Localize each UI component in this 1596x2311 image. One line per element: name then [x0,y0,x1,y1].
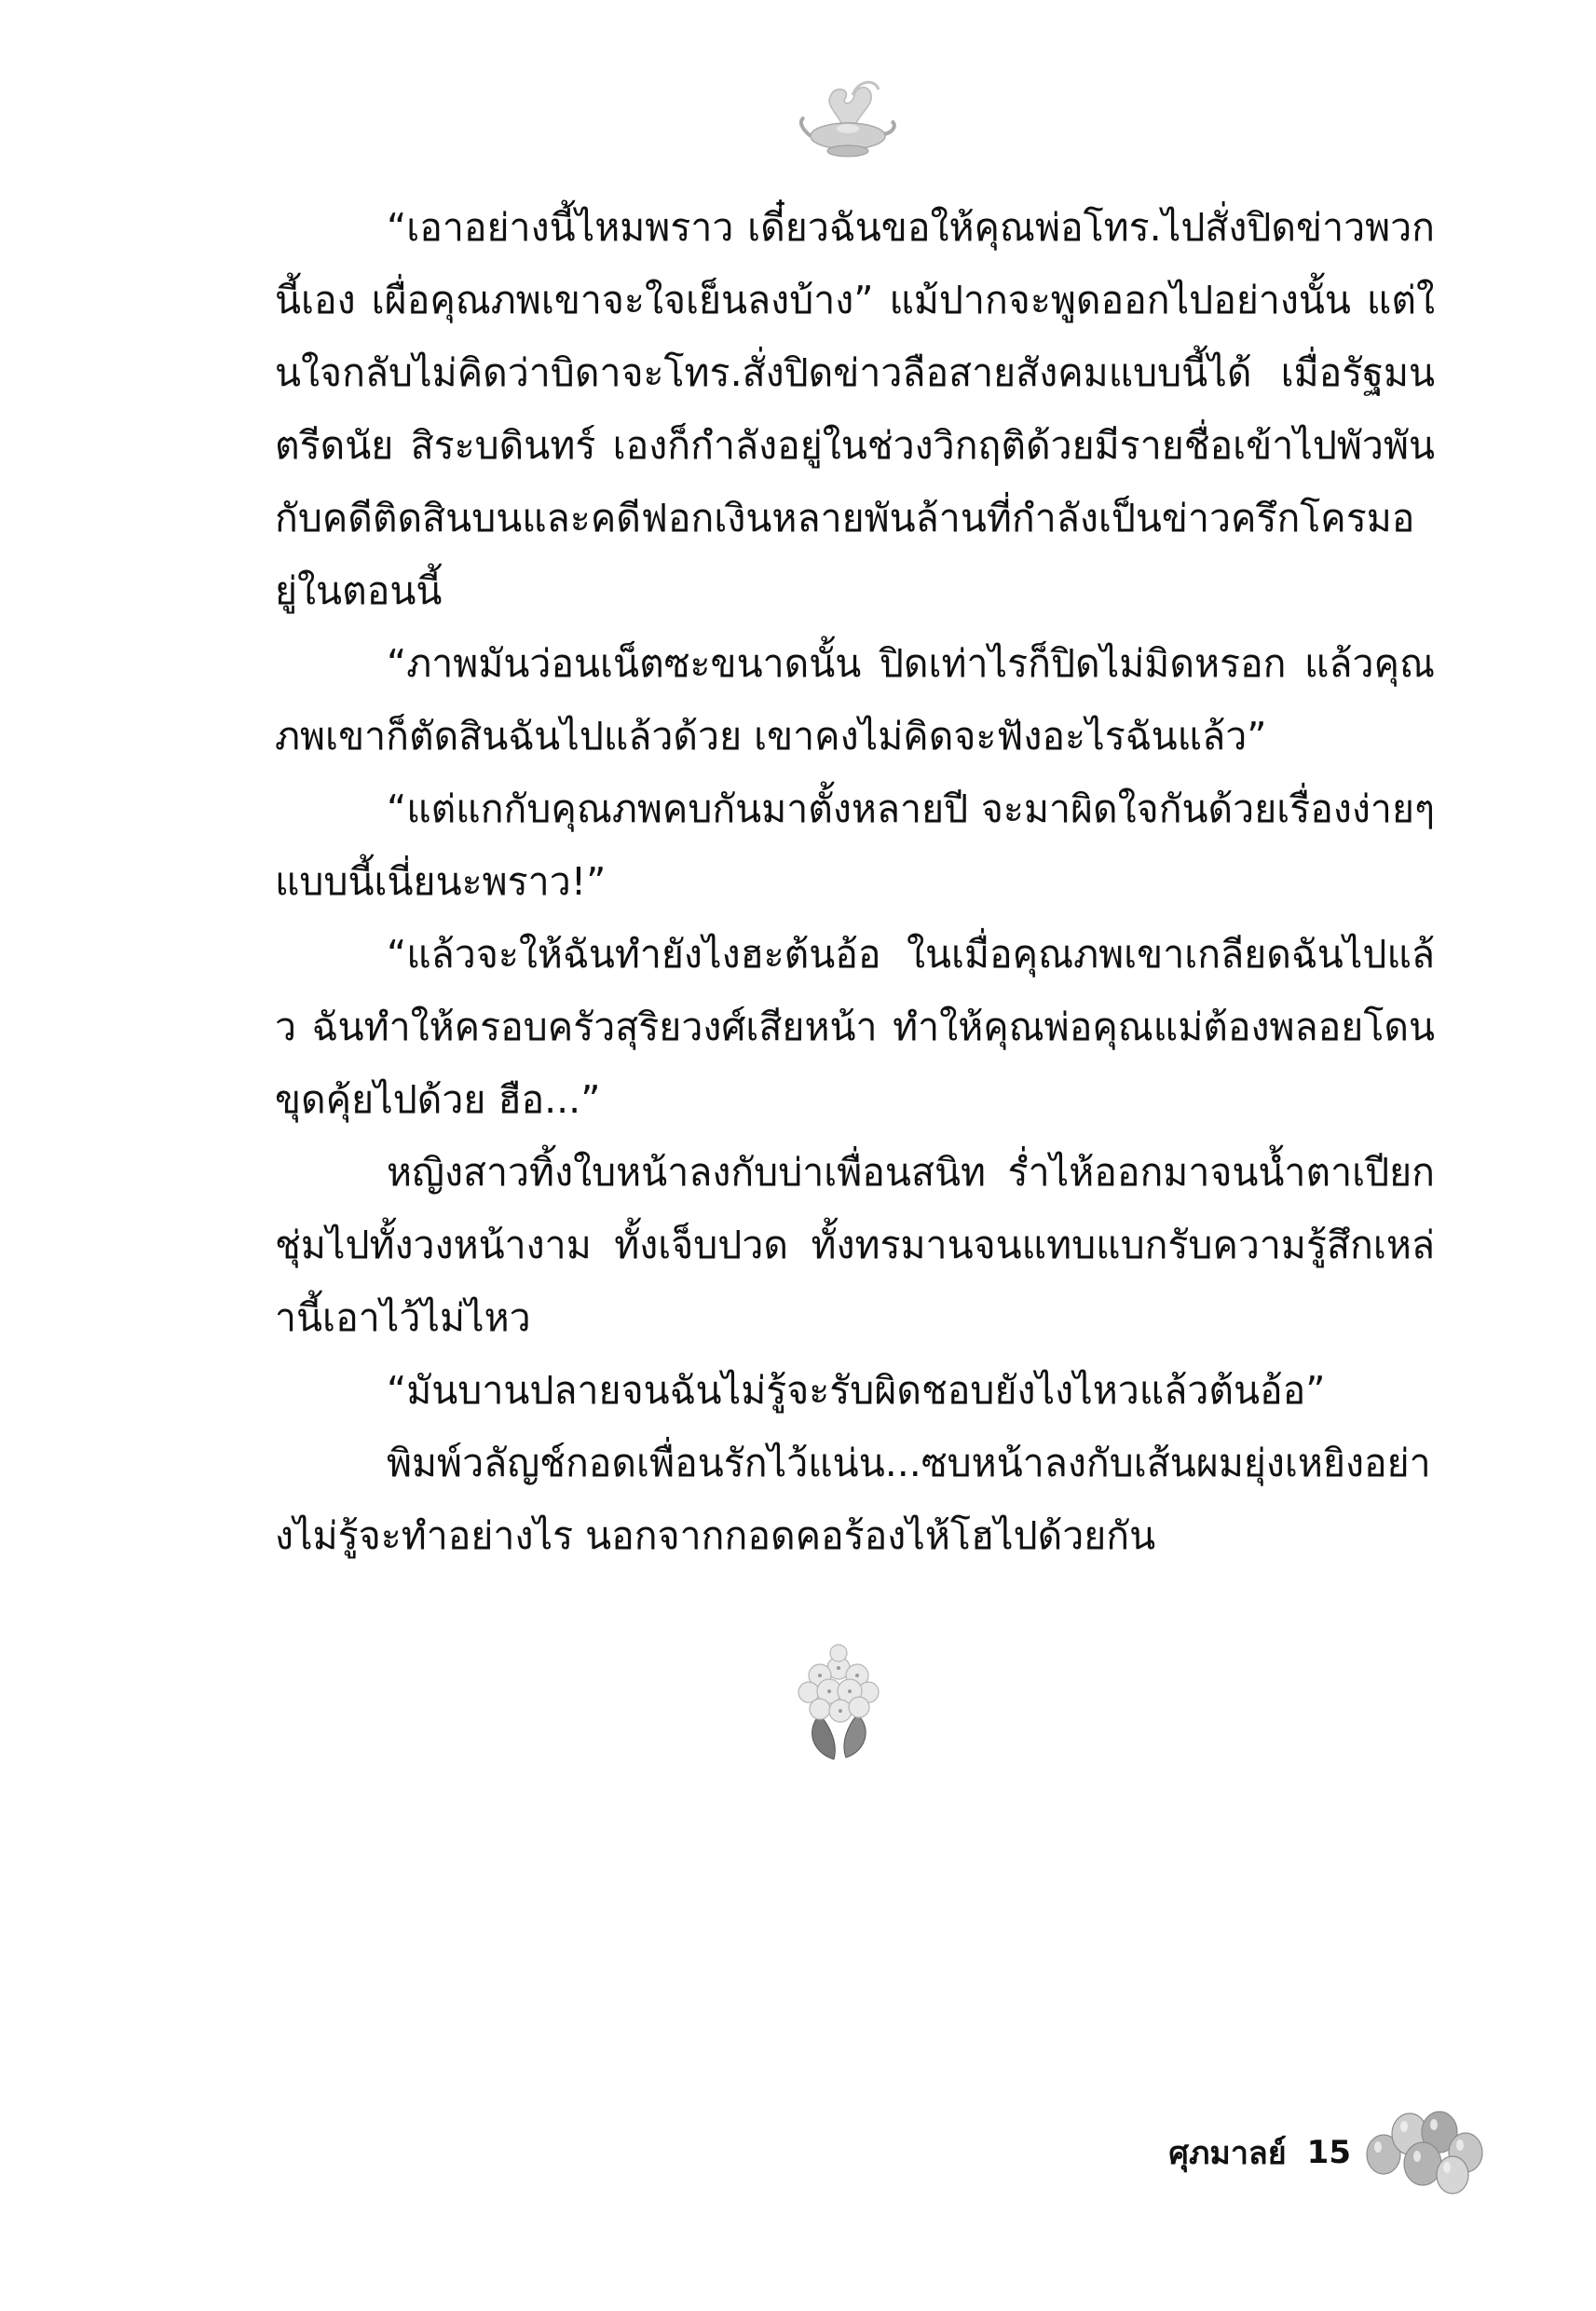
paragraph: “ภาพมันว่อนเน็ตซะขนาดนั้น ปิดเท่าไรก็ปิดไม่มิดหรอก แล้วคุณภพเขาก็ตัดสินฉันไปแล้วด้วย เขาคงไม่คิดจะฟังอะไรฉันแล้ว” [275,641,1435,759]
magic-lamp-icon [797,67,899,170]
page-number: 15 [1306,2134,1351,2171]
book-title: ศุภมาลย์ [1168,2135,1287,2172]
paragraph: หญิงสาวทิ้งใบหน้าลงกับบ่าเพื่อนสนิท ร่ำไห้ออกมาจนน้ำตาเปียกชุ่มไปทั้งวงหน้างาม ทั้งเจ็บปวด ทั้งทรมานจนแทบแบกรับความรู้สึกเหล่านี้เอาไว้ไม่ไหว [275,1150,1435,1340]
paragraph: พิมพ์วลัญช์กอดเพื่อนรักไว้แน่น...ซบหน้าลงกับเส้นผมยุ่งเหยิงอย่างไม่รู้จะทำอย่างไร นอกจากกอดคอร้องไห้โฮไปด้วยกัน [275,1441,1431,1558]
chapter-body [275,191,1435,1572]
balloons-icon [1356,2106,1495,2208]
paragraph: “แต่แกกับคุณภพคบกันมาตั้งหลายปี จะมาผิดใจกันด้วยเรื่องง่ายๆ แบบนี้เนี่ยนะพราว!” [275,786,1435,904]
paragraph: “มันบานปลายจนฉันไม่รู้จะรับผิดชอบยังไงไหวแล้วต้นอ้อ” [387,1368,1326,1413]
page-footer [1118,2125,1351,2181]
hydrangea-flower-icon [783,1640,894,1766]
paragraph: “เอาอย่างนี้ไหมพราว เดี๋ยวฉันขอให้คุณพ่อโทร.ไปสั่งปิดข่าวพวกนี้เอง เผื่อคุณภพเขาจะใจเย็นลงบ้าง” แม้ปากจะพูดออกไปอย่างนั้น แต่ในใจกลับไม่คิดว่าบิดาจะโทร.สั่งปิดข่าวลือสายสังคมแบบนี้ได้ เมื่อรัฐมนตรีดนัย สิระบดินทร์ เองก็กำลังอยู่ในช่วงวิกฤติด้วยมีรายชื่อเข้าไปพัวพันกับคดีติดสินบนและคดีฟอกเงินหลายพันล้านที่กำลังเป็นข่าวครึกโครมอยู่ในตอนนี้ [275,205,1435,613]
paragraph: “แล้วจะให้ฉันทำยังไงฮะต้นอ้อ ในเมื่อคุณภพเขาเกลียดฉันไปแล้ว ฉันทำให้ครอบครัวสุริยวงศ์เสียหน้า ทำให้คุณพ่อคุณแม่ต้องพลอยโดนขุดคุ้ยไปด้วย ฮือ...” [275,932,1435,1122]
